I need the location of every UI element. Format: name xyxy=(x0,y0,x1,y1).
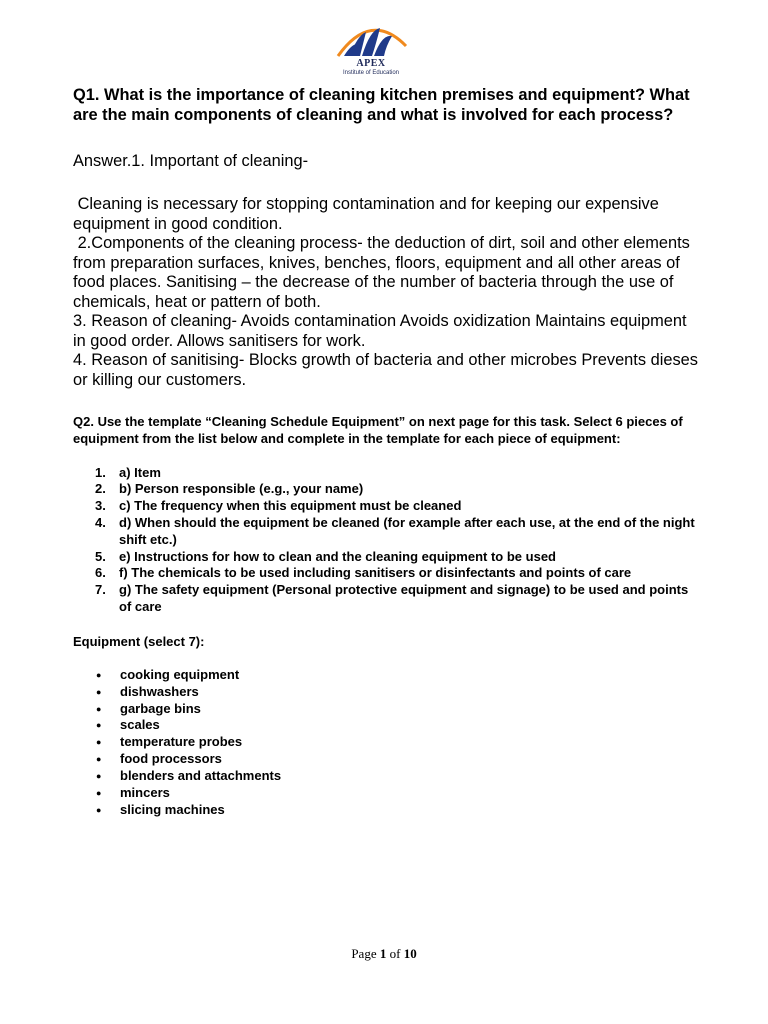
equipment-item xyxy=(73,768,698,785)
equipment-label: slicing machines xyxy=(120,802,225,818)
list-text: d) When should the equipment be cleaned (for example after each use, at the end of the night shift etc.) xyxy=(119,514,695,547)
equipment-label: cooking equipment xyxy=(120,666,240,682)
template-items-list xyxy=(73,465,698,616)
equipment-item xyxy=(73,701,698,718)
answer-paragraph-4: 4. Reason of sanitising- Blocks growth of bacteria and other microbes Prevents dieses or killing our customers. xyxy=(73,351,698,389)
bullet-icon: ● xyxy=(96,720,102,731)
equipment-item xyxy=(73,802,698,819)
total-pages-number: 10 xyxy=(403,946,417,961)
bullet-icon: ● xyxy=(96,669,102,680)
answer-paragraph-3: 3. Reason of cleaning- Avoids contamination Avoids oxidization Maintains equipment in good order. Allows sanitisers for work. xyxy=(73,312,687,350)
list-number: 2. xyxy=(95,481,106,497)
question-2: Q2. Use the template “Cleaning Schedule Equipment” on next page for this task. Select 6 pieces of equipment from the list below and complete in the template for each piece of equipment: xyxy=(73,414,683,446)
list-number: 3. xyxy=(95,498,106,514)
list-item xyxy=(73,549,698,566)
list-number: 6. xyxy=(95,565,106,581)
equipment-item xyxy=(73,717,698,734)
equipment-title: Equipment (select 7): xyxy=(73,633,205,649)
logo-name: APEX xyxy=(356,58,386,69)
bullet-icon: ● xyxy=(96,754,102,765)
list-number: 1. xyxy=(95,464,106,480)
equipment-label: scales xyxy=(120,717,160,733)
list-number: 5. xyxy=(95,548,106,564)
bullet-icon: ● xyxy=(96,805,102,816)
list-item xyxy=(73,515,698,549)
equipment-label: mincers xyxy=(120,785,170,801)
list-text: b) Person responsible (e.g., your name) xyxy=(119,481,364,497)
list-text: c) The frequency when this equipment must be cleaned xyxy=(119,498,462,514)
equipment-label: food processors xyxy=(120,751,222,767)
equipment-label: blenders and attachments xyxy=(120,768,282,784)
bullet-icon: ● xyxy=(96,771,102,782)
apex-logo-mark xyxy=(330,16,412,60)
logo-subtitle: Institute of Education xyxy=(342,70,400,76)
page-word: Page xyxy=(351,946,380,961)
list-item xyxy=(73,582,698,616)
answer-paragraph-2: 2.Components of the cleaning process- the deduction of dirt, soil and other elements from preparation surfaces, knives, benches, floors, equipment and all other areas of food places. Sanitising – the decrease of the number of bacteria through the use of chemicals, heat or pattern of both. xyxy=(73,234,695,311)
list-text: a) Item xyxy=(119,464,161,480)
list-item xyxy=(73,465,698,482)
list-item xyxy=(73,565,698,582)
list-number: 4. xyxy=(95,514,106,530)
equipment-label: temperature probes xyxy=(120,734,243,750)
equipment-item xyxy=(73,667,698,684)
bullet-icon: ● xyxy=(96,703,102,714)
apex-logo xyxy=(330,16,412,82)
equipment-item xyxy=(73,785,698,802)
bullet-icon: ● xyxy=(96,788,102,799)
equipment-item xyxy=(73,751,698,768)
equipment-item xyxy=(73,734,698,751)
list-text: g) The safety equipment (Personal protective equipment and signage) to be used and points of care xyxy=(119,582,689,614)
list-text: f) The chemicals to be used including sanitisers or disinfectants and points of care xyxy=(119,565,632,581)
list-number: 7. xyxy=(95,582,106,598)
page-footer xyxy=(0,946,768,962)
list-item xyxy=(73,481,698,498)
answer-title: Answer.1. Important of cleaning- xyxy=(73,152,309,170)
answer-paragraph-1: Cleaning is necessary for stopping contamination and for keeping our expensive equipment in good condition. xyxy=(73,195,664,233)
equipment-list xyxy=(73,667,698,819)
list-text: e) Instructions for how to clean and the cleaning equipment to be used xyxy=(119,548,556,564)
equipment-item xyxy=(73,684,698,701)
equipment-label: dishwashers xyxy=(120,683,199,699)
document-body xyxy=(73,86,698,819)
bullet-icon: ● xyxy=(96,737,102,748)
equipment-label: garbage bins xyxy=(120,700,201,716)
current-page-number: 1 xyxy=(379,946,387,961)
list-item xyxy=(73,498,698,515)
of-word: of xyxy=(386,946,404,961)
question-1: Q1. What is the importance of cleaning kitchen premises and equipment? What are the main components of cleaning and what is involved for each process? xyxy=(73,86,690,124)
bullet-icon: ● xyxy=(96,686,102,697)
